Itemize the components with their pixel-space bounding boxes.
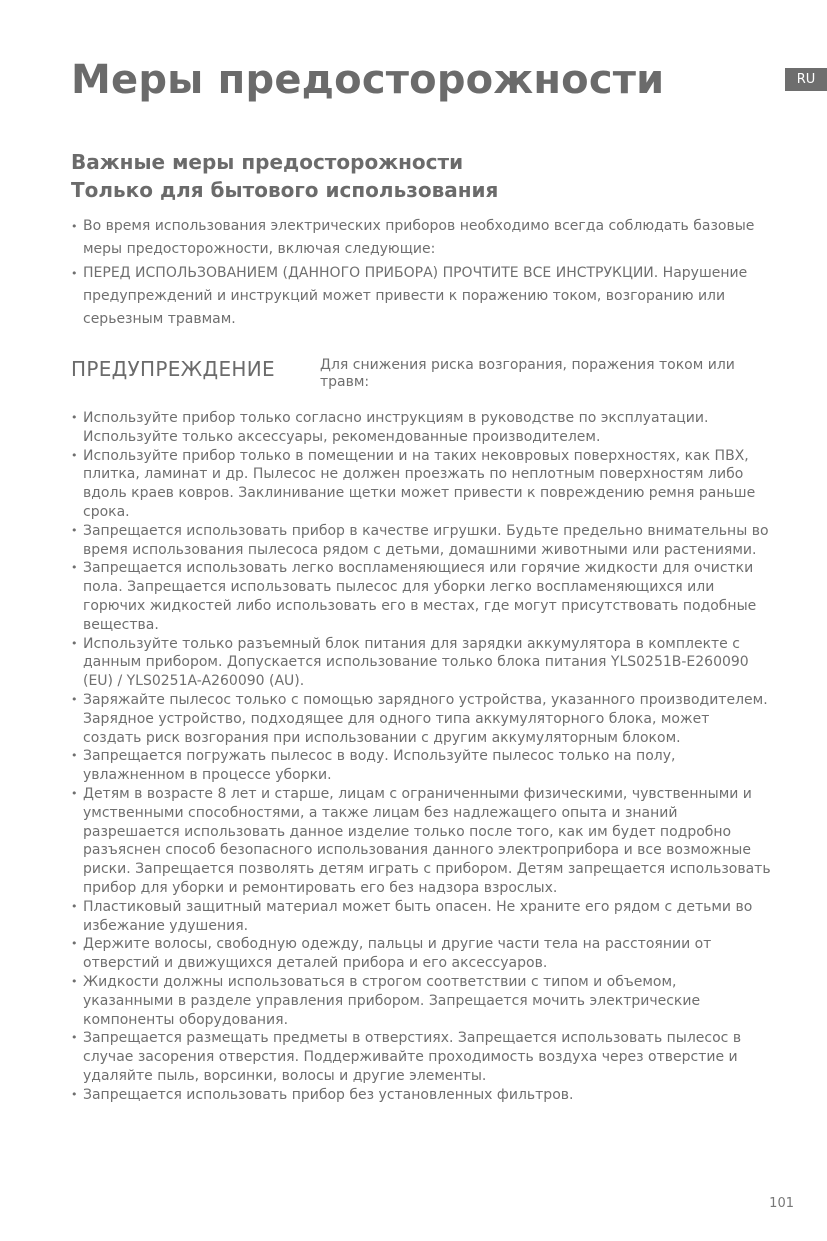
safety-rule: • Жидкости должны использоваться в строгом соответствии с типом и объемом, указанными в разделе управления прибором. Запрещается мочить электрические компоненты оборудования. (71, 973, 771, 1029)
safety-rule: • Запрещается использовать легко воспламеняющиеся или горячие жидкости для очистки пола. Запрещается использовать пылесос для уборки легко воспламеняющихся или горючих жидкостей либо использовать его в местах, где могут присутствовать подобные вещества. (71, 559, 771, 634)
section-heading (71, 148, 498, 204)
warning-label: ПРЕДУПРЕЖДЕНИЕ (71, 357, 275, 381)
intro-list (71, 215, 771, 331)
safety-rules-list (71, 409, 771, 1104)
intro-item: • Во время использования электрических приборов необходимо всегда соблюдать базовые меры предосторожности, включая следующие: (71, 215, 771, 262)
safety-rule: • Держите волосы, свободную одежду, пальцы и другие части тела на расстоянии от отверстий и движущихся деталей прибора и его аксессуаров. (71, 935, 771, 973)
safety-rule: • Пластиковый защитный материал может быть опасен. Не храните его рядом с детьми во избежание удушения. (71, 898, 771, 936)
safety-rule: • Запрещается использовать прибор в качестве игрушки. Будьте предельно внимательны во время использования пылесоса рядом с детьми, домашними животными или растениями. (71, 522, 771, 560)
page-title: Меры предосторожности (71, 57, 665, 103)
warning-block (71, 354, 771, 396)
safety-rule: • Запрещается использовать прибор без установленных фильтров. (71, 1086, 771, 1105)
section-heading-line: Только для бытового использования (71, 178, 499, 202)
safety-rule: • Используйте прибор только в помещении и на таких нековровых поверхностях, как ПВХ, плитка, ламинат и др. Пылесос не должен проезжать по неплотным поверхностям либо вдоль краев ковров. Заклинивание щетки может привести к повреждению ремня раньше срока. (71, 447, 771, 522)
safety-rule: • Запрещается погружать пылесос в воду. Используйте пылесос только на полу, увлажненном в процессе уборки. (71, 747, 771, 785)
safety-rule: • Заряжайте пылесос только с помощью зарядного устройства, указанного производителем. Зарядное устройство, подходящее для одного типа аккумуляторного блока, может создать риск возгорания при использовании с другим аккумуляторным блоком. (71, 691, 771, 747)
warning-note: Для снижения риска возгорания, поражения током или травм: (320, 357, 735, 390)
safety-rule: • Запрещается размещать предметы в отверстиях. Запрещается использовать пылесос в случае засорения отверстия. Поддерживайте проходимость воздуха через отверстие и удаляйте пыль, ворсинки, волосы и другие элементы. (71, 1029, 771, 1085)
page-number: 101 (769, 1196, 794, 1211)
safety-rule: • Используйте прибор только согласно инструкциям в руководстве по эксплуатации. Используйте только аксессуары, рекомендованные производителем. (71, 409, 771, 447)
safety-rule: • Детям в возрасте 8 лет и старше, лицам с ограниченными физическими, чувственными и умственными способностями, а также лицам без надлежащего опыта и знаний разрешается использовать данное изделие только после того, как им будет подробно разъяснен способ безопасного использования данного электроприбора и все возможные риски. Запрещается позволять детям играть с прибором. Детям запрещается использовать прибор для уборки и ремонтировать его без надзора взрослых. (71, 785, 771, 898)
section-heading-line: Важные меры предосторожности (71, 150, 464, 174)
language-badge: RU (785, 68, 827, 91)
safety-rule: • Используйте только разъемный блок питания для зарядки аккумулятора в комплекте с данным прибором. Допускается использование только блока питания YLS0251B-E260090 (EU) / YLS0251A-A260090 (AU). (71, 635, 771, 691)
intro-item: • ПЕРЕД ИСПОЛЬЗОВАНИЕМ (ДАННОГО ПРИБОРА) ПРОЧТИТЕ ВСЕ ИНСТРУКЦИИ. Нарушение предупреждений и инструкций может привести к поражению током, возгоранию или серьезным травмам. (71, 262, 771, 332)
